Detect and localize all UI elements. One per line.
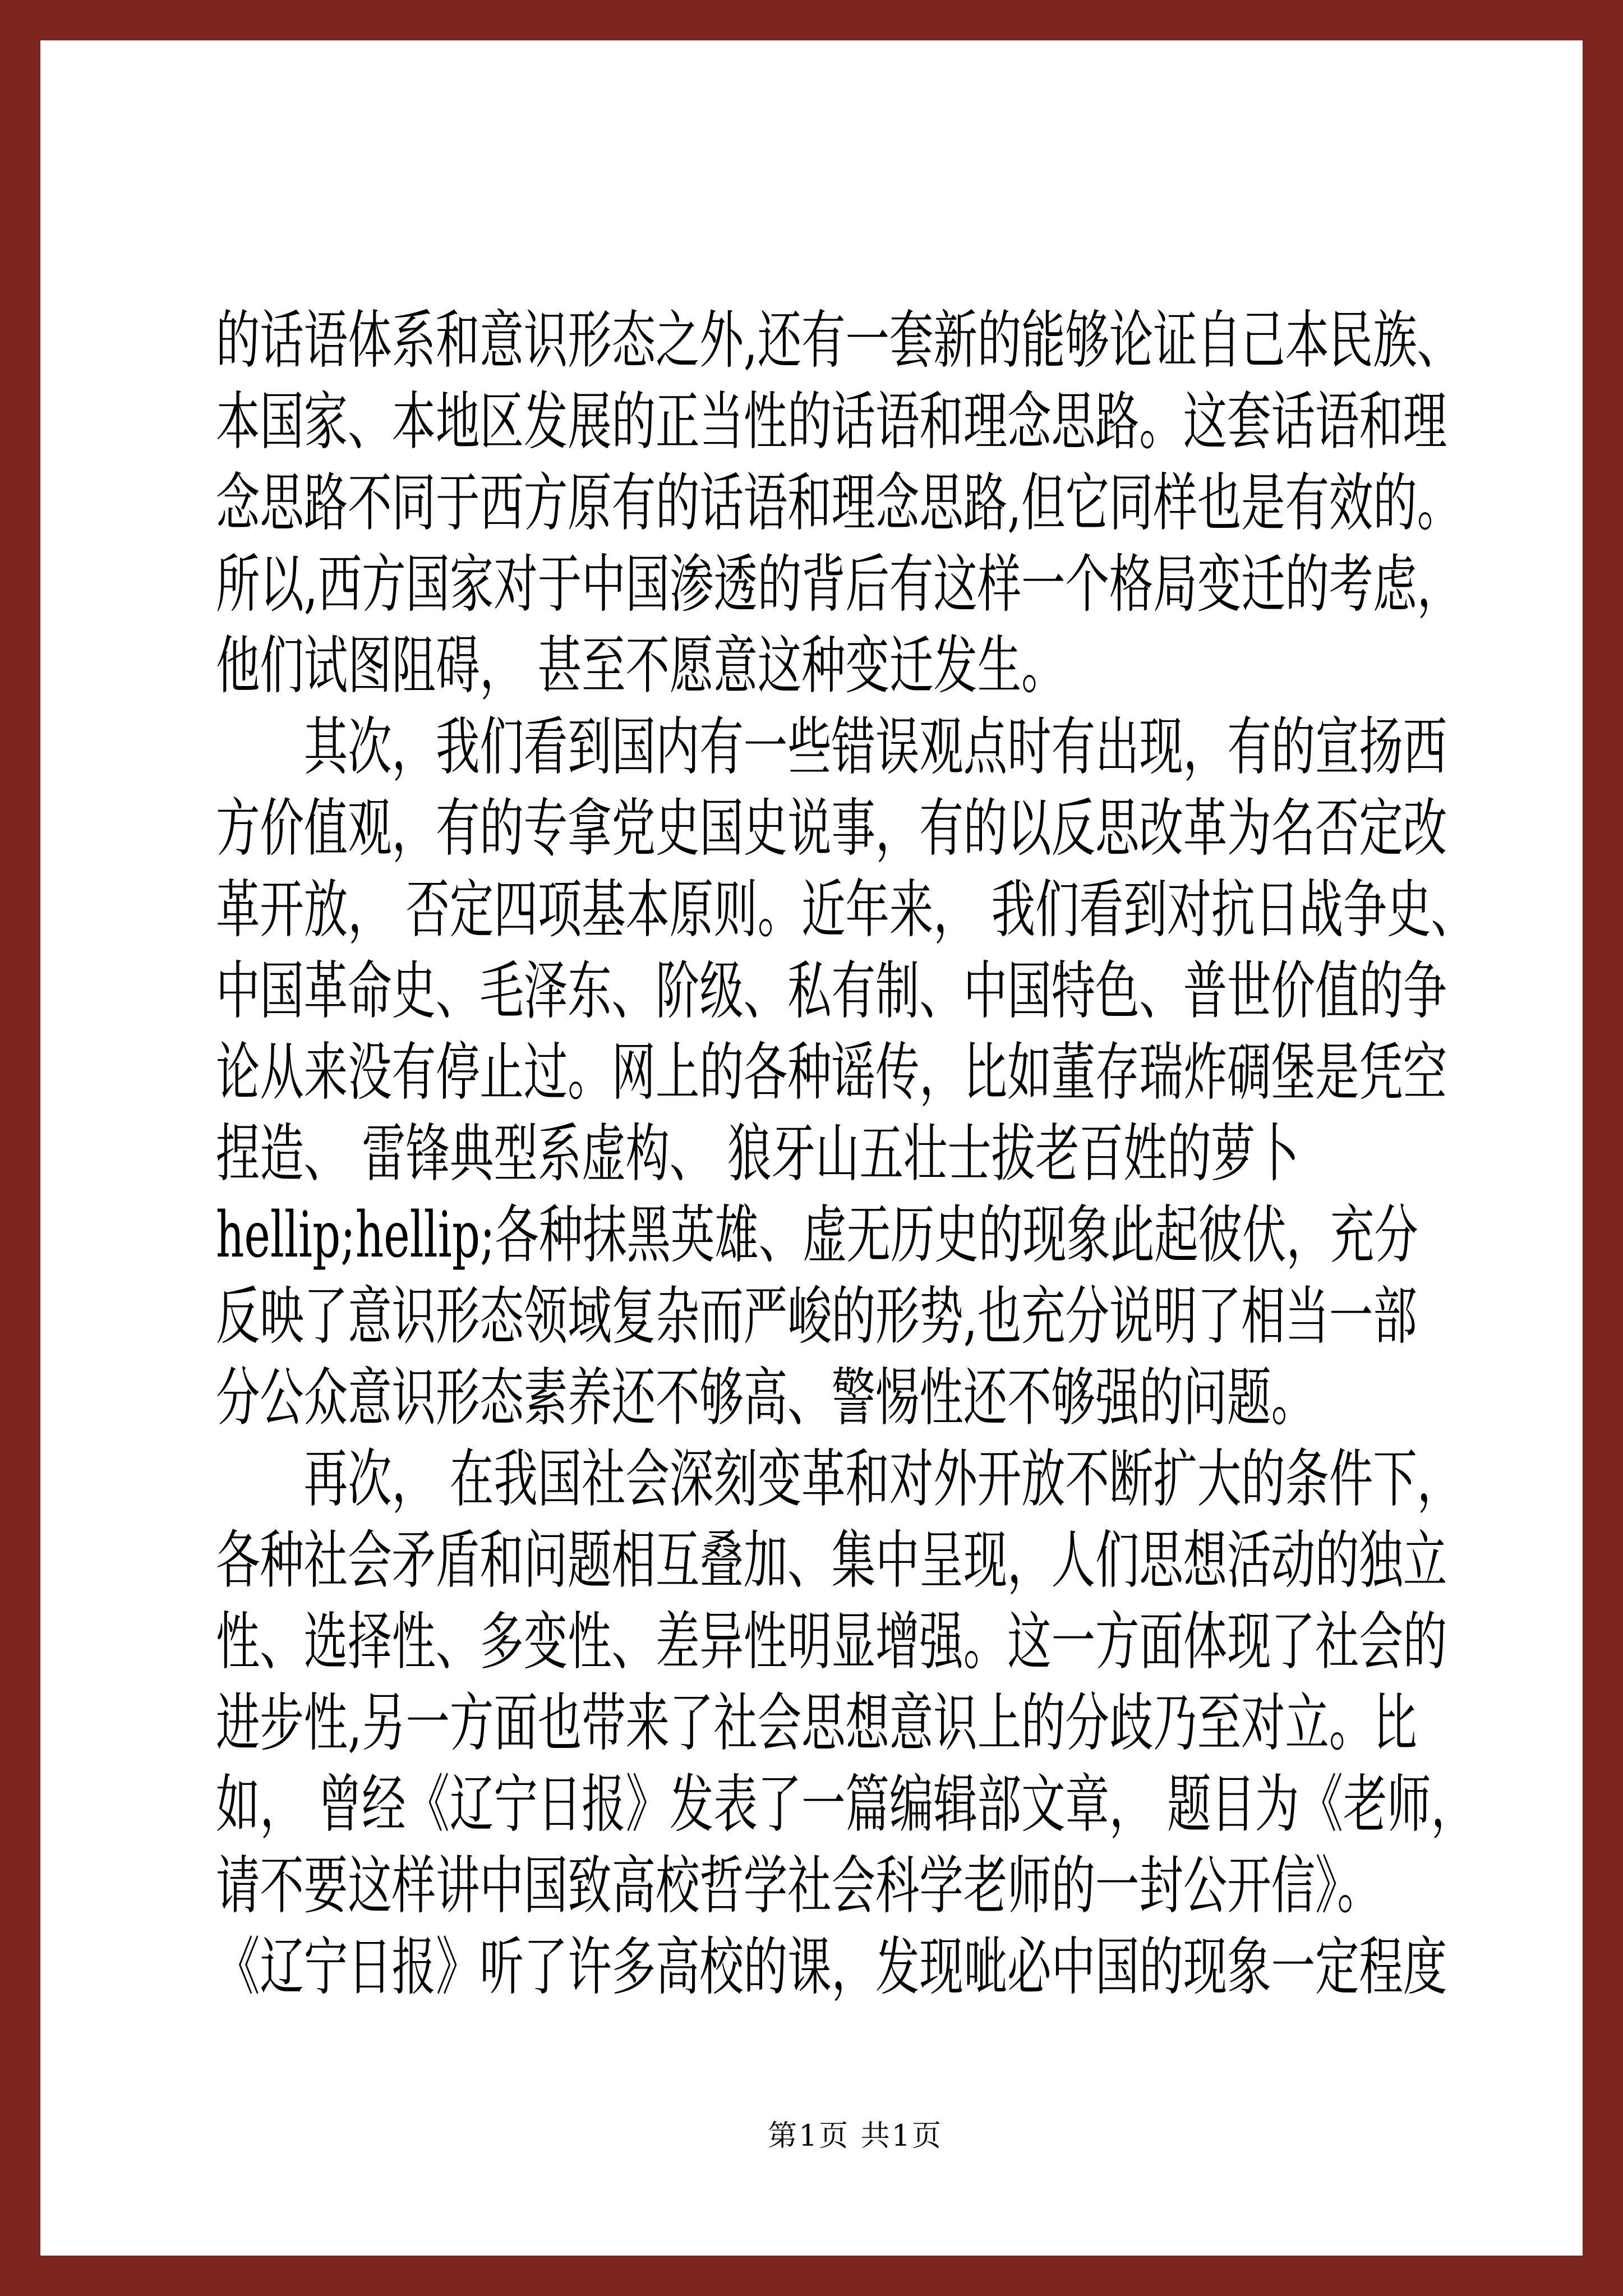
text-line: 如， 曾经《辽宁日报》发表了一篇编辑部文章， 题目为《老师， [216, 1768, 1476, 1841]
text-line: 《辽宁日报》听了许多高校的课，发现呲必中国的现象一定程度 [216, 1931, 1447, 2004]
text-line: 分公众意识形态素养还不够高、警惕性还不够强的问题。 [216, 1361, 1315, 1434]
text-line: 中国革命史、毛泽东、阶级、私有制、中国特色、普世价值的争 [216, 955, 1447, 1028]
text-line: 请不要这样讲中国致高校哲学社会科学老师的一封公开信》。 [216, 1849, 1381, 1922]
text-line: 所以,西方国家对于中国渗透的背后有这样一个格局变迁的考虑， [216, 548, 1461, 621]
text-line: 革开放， 否定四项基本原则。近年来， 我们看到对抗日战争史、 [216, 873, 1476, 946]
text-line: 论从来没有停止过。网上的各种谣传，比如董存瑞炸碉堡是凭空 [216, 1036, 1447, 1109]
text-line: 方价值观，有的专拿党史国史说事，有的以反思改革为名否定改 [216, 792, 1447, 865]
text-line: hellip;hellip;各种抹黑英雄、虚无历史的现象此起彼伏，充分 [216, 1199, 1418, 1272]
text-line: 进步性,另一方面也带来了社会思想意识上的分歧乃至对立。比 [216, 1687, 1417, 1760]
text-line: 性、选择性、多变性、差异性明显增强。这一方面体现了社会的 [216, 1605, 1447, 1678]
text-line: 的话语体系和意识形态之外,还有一套新的能够论证自己本民族、 [216, 304, 1461, 377]
text-body [216, 300, 1570, 2008]
text-line: 反映了意识形态领域复杂而严峻的形势,也充分说明了相当一部 [216, 1280, 1417, 1353]
text-line: 再次， 在我国社会深刻变革和对外开放不断扩大的条件下， [216, 1443, 1461, 1516]
text-line: 他们试图阻碍， 甚至不愿意这种变迁发生。 [216, 629, 1066, 702]
page-indicator: 第1页 共1页 [768, 2119, 943, 2153]
text-line: 其次，我们看到国内有一些错误观点时有出现，有的宣扬西 [216, 711, 1447, 784]
text-line: 念思路不同于西方原有的话语和理念思路,但它同样也是有效的。 [216, 467, 1461, 540]
text-line: 各种社会矛盾和问题相互叠加、集中呈现，人们思想活动的独立 [216, 1524, 1447, 1597]
text-line: 本国家、本地区发展的正当性的话语和理念思路。这套话语和理 [216, 385, 1447, 458]
text-line: 捏造、 雷锋典型系虚构、 狼牙山五壮士拔老百姓的萝卜 [216, 1117, 1299, 1190]
